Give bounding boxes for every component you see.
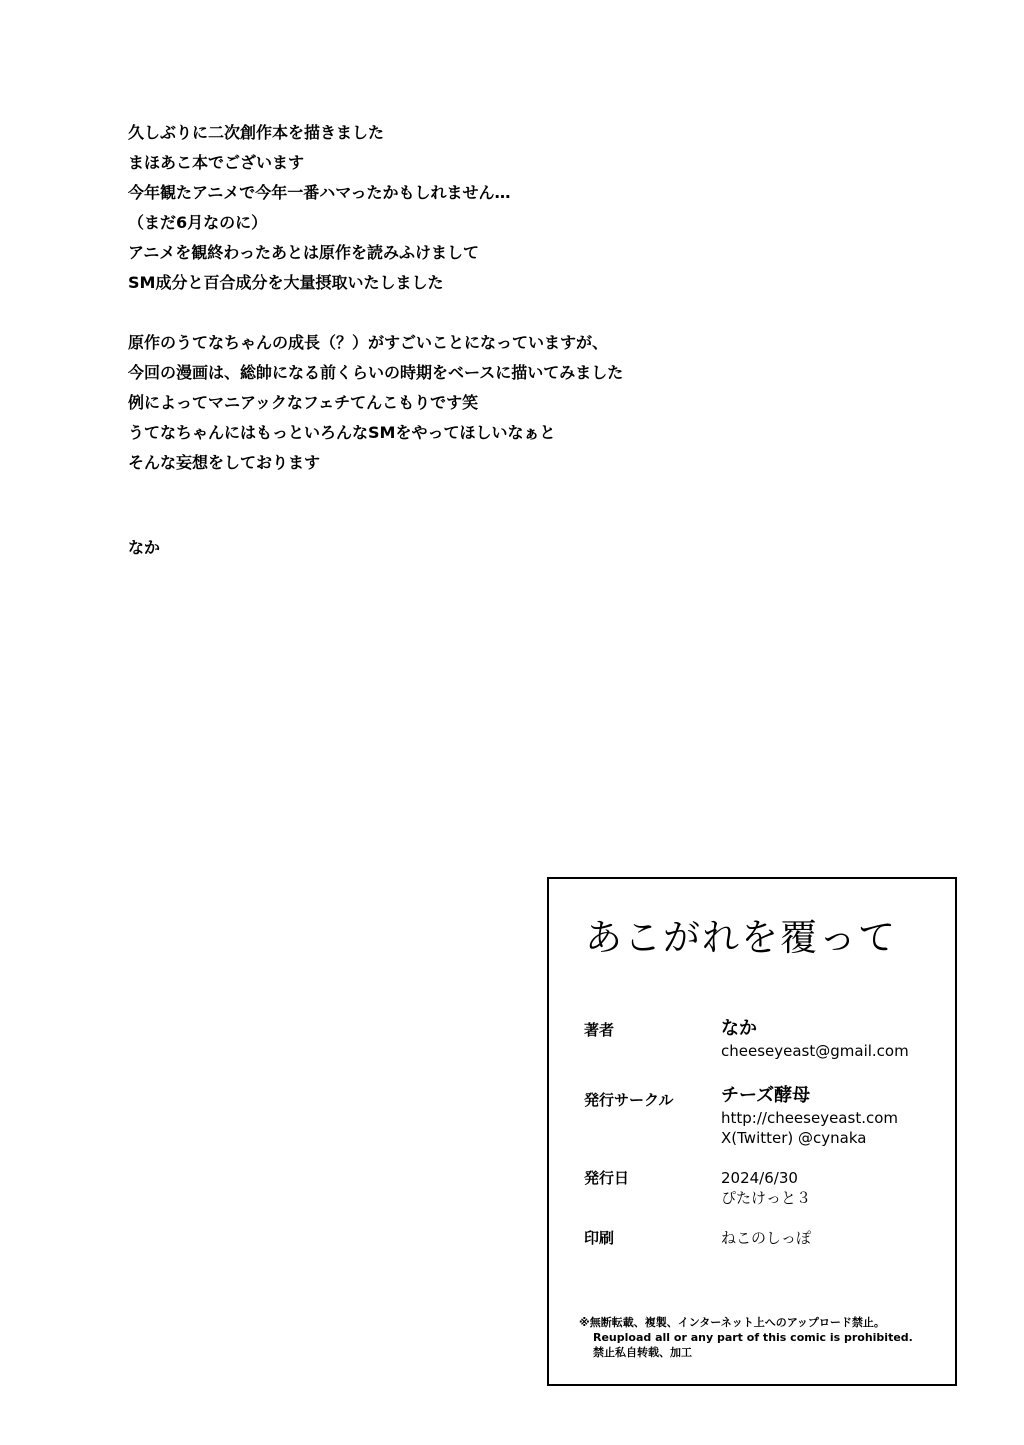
issue-label: 発行日: [584, 1169, 630, 1187]
circle-name: チーズ酵母: [721, 1085, 811, 1106]
circle-twitter: X(Twitter) @cynaka: [721, 1129, 867, 1147]
afterword-paragraph-1: [128, 118, 888, 298]
afterword-line: （まだ6月なのに）: [128, 213, 268, 232]
printer-label: 印刷: [584, 1229, 615, 1247]
book-title: あこがれを覆って: [585, 916, 897, 959]
notice-line-en: Reupload all or any part of this comic is prohibited.: [593, 1331, 913, 1344]
circle-label: 発行サークル: [584, 1091, 674, 1109]
notice-line-ja: ※無断転載、複製、インターネット上へのアップロード禁止。: [579, 1316, 885, 1329]
afterword-line: SM成分と百合成分を大量摂取いたしました: [128, 273, 444, 292]
afterword-paragraph-2: [128, 328, 888, 478]
author-email: cheeseyeast@gmail.com: [721, 1042, 909, 1060]
afterword-line: そんな妄想をしております: [128, 453, 321, 472]
author-label: 著者: [584, 1021, 615, 1039]
afterword-line: アニメを観終わったあとは原作を読みふけまして: [128, 243, 480, 262]
notice-line-zh: 禁止私自转载、加工: [593, 1346, 692, 1359]
copyright-notice: [579, 1315, 949, 1360]
colophon-box: [547, 877, 957, 1386]
afterword-line: 原作のうてなちゃんの成長（？）がすごいことになっていますが、: [128, 333, 609, 352]
afterword-text: [128, 118, 888, 478]
afterword-line: うてなちゃんにはもっといろんなSMをやってほしいなぁと: [128, 423, 556, 442]
afterword-line: 今回の漫画は、総帥になる前くらいの時期をベースに描いてみました: [128, 363, 624, 382]
circle-values: [721, 1084, 898, 1148]
circle-url: http://cheeseyeast.com: [721, 1109, 899, 1127]
afterword-signature: なか: [128, 538, 161, 557]
afterword-line: 久しぶりに二次創作本を描きました: [128, 123, 385, 142]
afterword-line: まほあこ本でございます: [128, 153, 305, 172]
issue-event: ぴたけっと３: [721, 1189, 812, 1207]
issue-date: 2024/6/30: [721, 1169, 798, 1187]
afterword-line: 今年観たアニメで今年一番ハマったかもしれません…: [128, 183, 511, 202]
author-values: [721, 1017, 909, 1061]
printer-name: ねこのしっぽ: [721, 1229, 812, 1247]
author-name: なか: [721, 1018, 757, 1039]
issue-values: [721, 1168, 811, 1208]
afterword-line: 例によってマニアックなフェチてんこもりです笑: [128, 393, 479, 412]
printer-values: [721, 1228, 811, 1248]
